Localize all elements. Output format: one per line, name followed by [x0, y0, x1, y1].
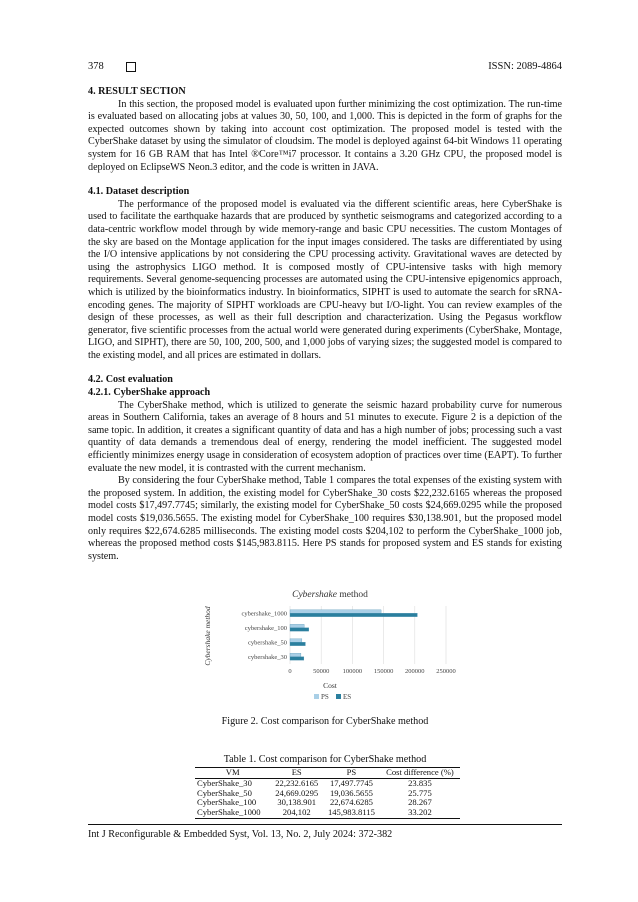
table-cell: CyberShake_1000 — [195, 808, 270, 818]
bar-ps-cybershake_100 — [290, 624, 304, 627]
col-header: VM — [195, 768, 270, 779]
chart-ylabel: Cybershake method — [203, 606, 212, 666]
cost-heading: 4.2. Cost evaluation — [88, 374, 173, 386]
legend-label-ps: PS — [321, 693, 329, 701]
article-body — [88, 86, 562, 563]
legend-swatch-ps — [314, 694, 319, 699]
table-cell: 204,102 — [270, 808, 323, 818]
table-header-row — [195, 768, 460, 779]
x-tick-label: 0 — [288, 668, 292, 675]
page-number: 378 — [88, 61, 104, 72]
table-cell: CyberShake_50 — [197, 787, 252, 798]
page-header — [88, 61, 562, 75]
x-tick-label: 150000 — [373, 668, 394, 675]
table-cell: 25.775 — [408, 787, 432, 798]
table-cell: 22,674.6285 — [329, 797, 373, 808]
chart-xlabel: Cost — [323, 681, 337, 690]
table-row — [195, 808, 460, 818]
legend-swatch-es — [336, 694, 341, 699]
table-cell: 23.835 — [408, 777, 432, 788]
table-cell: CyberShake_30 — [197, 777, 252, 788]
x-tick-label: 200000 — [405, 668, 425, 675]
chart-title: Cybershake method — [292, 590, 368, 600]
bar-es-cybershake_100 — [290, 628, 309, 631]
x-tick-label: 100000 — [342, 668, 363, 675]
col-header: PS — [323, 768, 380, 779]
dataset-paragraph: The performance of the proposed model is evaluated via the different scientific areas, here CyberShake is used to facilitate the earthquake hazards that are produced by synthetic seismograms and categorized according to a data-centric workflow model through by wide memory-range and basic CPU necessities. The custom Montages of the sky are based on the Montage application for the input images considered. The tasks are differentiated by using the I/O intensive applications by not considering the CPU processing activity. Gravitational waves are detected by using the astrophysics LIGO method. It is composed mostly of CPU-intensive tasks with high memory requirements. Several genome-sequencing processes are automated using the CPU-intensive epigenomics approach, which is utilized by the bioinformatics industry. In bioinformatics, SIPHT is used to automate the search for sRNA-encoding genes. The majority of SIPHT workloads are CPU-heavy but I/O-light. You can review examples of the design of these processes, as well as their full description and characterization. Using the Pegasus workflow generator, five scientific processes from the actual world were generated during experiments (CyberShake, Montage, LIGO, and SIPHT), there are 50, 100, 200, 500, and 1,000 jobs of varying sizes; the suggested model is compared to the existing model, and all prices are estimated in dollars. — [88, 198, 562, 361]
cybershake-paragraph-2: By considering the four CyberShake method, Table 1 compares the total expenses of the existing system with the proposed system. In addition, the existing model for CyberShake_30 costs $22,232.6165 whereas the proposed model costs $17,497.7745; similarly, the existing model for CyberShake_50 costs $24,669.0295 while the proposed model costs $19,036.5655. The existing model for CyberShake_100 requires $30,138.901, but the proposed model only requires $22,674.6285 milliseconds. The existing model costs $204,102 to perform the CyberShake_1000 job, whereas the proposed method costs $145,983.8115. Here PS stands for proposed system and ES stands for existing system. — [88, 475, 562, 562]
table-cell: 30,138.901 — [277, 797, 317, 808]
bar-ps-cybershake_30 — [290, 653, 301, 656]
bar-es-cybershake_50 — [290, 642, 305, 645]
square-icon — [126, 62, 136, 72]
table-cell: 24,669.0295 — [275, 787, 319, 798]
cybershake-paragraph-1: The CyberShake method, which is utilized to generate the seismic hazard probability curve for numerous areas in Southern California, takes an average of 8 hours and 51 minutes to execute. Figure 2 is a depiction of the same topic. In addition, it creates a significant quantity of data and has a high number of jobs; processing such a vast quantity of data demands a tremendous deal of energy, rendering the model inefficient. The suggested model efficiently minimizes energy usage in consideration of ecosystem adoption of practices over time (EAPT). To further evaluate the new model, it is contrasted with the current mechanism. — [88, 399, 562, 474]
table-cell: 28.267 — [408, 797, 432, 808]
cost-chart — [202, 586, 458, 706]
intro-paragraph: In this section, the proposed model is evaluated upon further minimizing the cost optimization. The run-time is evaluated based on allocating jobs at values 30, 50, 100, and 1,000. This is depicted in the form of graphs for the expected outcomes shown by taking into account cost optimization. The proposed model is tested with the CyberShake dataset by using the simulator of cloudsim. The model is deployed against 64-bit Windows 11 operating system for 16 GB RAM that has Intel ®Core™i7 processor. It contains a 3.20 GHz CPU, the proposed model is deployed on EclipseWS Neon.3 editor, and the code is written in JAVA. — [88, 98, 562, 173]
bar-ps-cybershake_1000 — [290, 610, 381, 613]
chart-svg — [202, 586, 458, 706]
cybershake-heading: 4.2.1. CyberShake approach — [88, 387, 211, 399]
section-heading: 4. RESULT SECTION — [88, 86, 186, 97]
figure-caption: Figure 2. Cost comparison for CyberShake method — [221, 716, 429, 727]
col-header: Cost difference (%) — [380, 768, 460, 779]
table-cell: CyberShake_100 — [197, 797, 257, 808]
dataset-heading: 4.1. Dataset description — [88, 186, 190, 198]
y-tick-label: cybershake_30 — [248, 653, 287, 661]
y-tick-label: cybershake_50 — [248, 639, 287, 647]
y-tick-label: cybershake_1000 — [241, 610, 287, 618]
table-caption: Table 1. Cost comparison for CyberShake method — [223, 754, 427, 765]
table-cell: 145,983.8115 — [323, 808, 380, 818]
bar-es-cybershake_1000 — [290, 613, 417, 616]
table-cell: 33.202 — [380, 808, 460, 818]
table-cell: 19,036.5655 — [329, 787, 373, 798]
page-footer: Int J Reconfigurable & Embedded Syst, Vol. 13, No. 2, July 2024: 372-382 — [88, 824, 562, 840]
bar-ps-cybershake_50 — [290, 639, 302, 642]
issn: ISSN: 2089-4864 — [488, 61, 562, 72]
y-tick-label: cybershake_100 — [244, 624, 287, 632]
x-tick-label: 50000 — [313, 668, 330, 675]
cost-table — [195, 767, 460, 819]
x-tick-label: 250000 — [436, 668, 456, 675]
legend-label-es: ES — [343, 693, 352, 701]
col-header: ES — [270, 768, 323, 779]
bar-es-cybershake_30 — [290, 657, 304, 660]
table-cell: 17,497.7745 — [329, 777, 373, 788]
table-cell: 22,232.6165 — [275, 777, 319, 788]
